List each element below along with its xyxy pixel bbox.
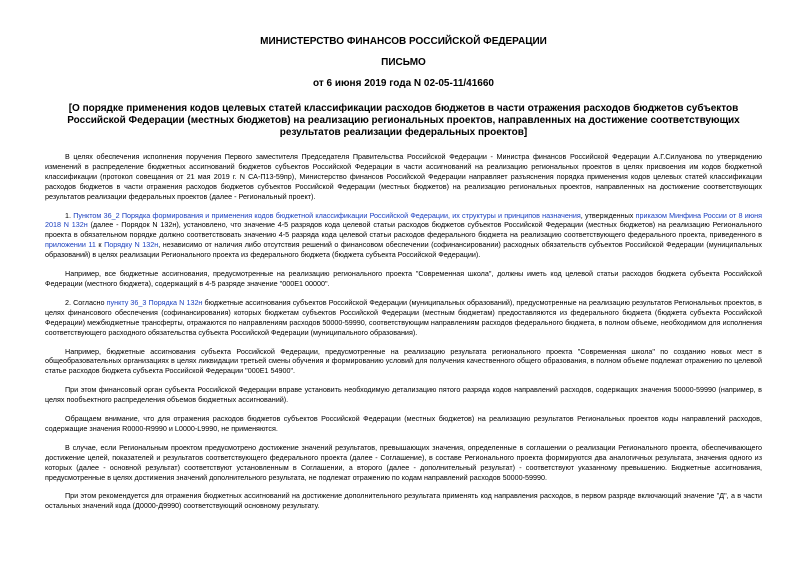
paragraph-recommend: При этом рекомендуется для отражения бюджетных ассигнований на достижение дополнительного результата применять код направления расходов, в первом разряде включающий значение "Д", а в части остальных значений кода (Д0000-Д9990) соответствующий основному результату. bbox=[45, 491, 762, 511]
text-segment: бюджетные ассигнования субъектов Российской Федерации (муниципальных образований), предусмотренные на реализацию результатов Региональных проектов, в целях финансового обеспечения (софинансирования) которых бюджетам субъектов Российской Федерации (местным бюджетам) предоставляются из федерального бюджета (бюджета субъекта Российской Федерации) межбюджетные трансферты, отражаются по направлениям расходов 50000-59990, соответствующим направлениям расходов федерального бюджета, в полном объеме, необходимом для исполнения соответствующего расходного обязательства субъекта Российской Федерации (муниципального образования). bbox=[45, 297, 762, 337]
link-punkt-36-3[interactable]: пункту 36_3 Порядка N 132н bbox=[106, 297, 203, 307]
paragraph-example-1: Например, все бюджетные ассигнования, предусмотренные на реализацию регионального проекта "Современная школа", должны иметь код целевой статьи расходов бюджета субъекта Российской Федерации (местного бюджета), содержащий в 4-5 разряде значение "000Е1 00000". bbox=[45, 269, 762, 288]
paragraph-example-2: Например, бюджетные ассигнования субъекта Российской Федерации, предусмотренные на реализацию результата регионального проекта "Современная школа" по созданию новых мест в общеобразовательных организациях в целях ликвидации третьей смены обучения и формированию условий для получения качественного общего образования, в полном объеме подлежат отражению по целевой статье расходов бюджета субъекта Российской Федерации "000Е1 54900". bbox=[45, 346, 762, 376]
document-body bbox=[45, 152, 762, 520]
text-segment: , независимо от наличия либо отсутствия решений о финансовом обеспечении (софинансировании) расходных обязательств субъектов Российской Федерации (муниципальных образований) в целях реализации Регионального проекта из федерального бюджета (бюджета субъекта Российской Федерации). bbox=[45, 240, 762, 260]
text-segment: к bbox=[98, 240, 102, 250]
ministry-heading: МИНИСТЕРСТВО ФИНАНСОВ РОССИЙСКОЙ ФЕДЕРАЦИИ bbox=[260, 36, 547, 47]
paragraph-notice: Обращаем внимание, что для отражения расходов бюджетов субъектов Российской Федерации (местных бюджетов) на реализацию результатов Региональных проектов коды направлений расходов, содержащие значения R0000-R9990 и L0000-L9990, не применяются. bbox=[45, 414, 762, 433]
link-prikaz-132n[interactable]: приказом Минфина России от 8 июня 2018 N 132н bbox=[45, 210, 763, 230]
paragraph-intro: В целях обеспечения исполнения поручения Первого заместителя Председателя Правительства Российской Федерации - Министра финансов Российской Федерации А.Г.Силуанова по утверждению изменений в распределение бюджетных ассигнований бюджетов субъектов Российской Федерации в части ассигнований на реализацию региональных проектов в целях присвоения им кодов бюджетной классификации (протокол совещания от 21 мая 2019 г. N СА-П13-59пр), Министерство финансов Российской Федерации направляет разъяснения порядка применения кодов целевых статей классификации расходов бюджетов в части отражения расходов бюджетов субъектов Российской Федерации (местных бюджетов) на реализацию региональных проектов, направленных на достижение соответствующих результатов реализации федеральных проектов (далее - Региональный проект). bbox=[45, 152, 762, 201]
doc-type-heading: ПИСЬМО bbox=[381, 57, 426, 68]
text-segment: , утвержденных bbox=[580, 210, 634, 220]
text-segment: 2. Согласно bbox=[65, 297, 105, 307]
text-segment: (далее - Порядок N 132н), установлено, что значение 4-5 разрядов кода целевой статьи расходов бюджетов субъектов Российской Федерации (местных бюджетов) на реализацию Регионального проекта в обязательном порядке должно соответствовать значению 4-5 разряда кода целевой статьи расходов федерального бюджета на реализацию соответствующего федерального проекта, приведенного в bbox=[45, 220, 762, 240]
link-punkt-36-2[interactable]: Пунктом 36_2 Порядка формирования и применения кодов бюджетной классификации Российской Федерации, их структуры и принципов назначения bbox=[73, 210, 581, 220]
link-prilozhenie-11[interactable]: приложении 11 bbox=[45, 240, 96, 250]
paragraph-additional: В случае, если Региональным проектом предусмотрено достижение значений результатов, превышающих значения, определенные в соглашении о реализации Регионального проекта, обеспечивающего достижение целей, показателей и результатов соответствующего федерального проекта (далее - Соглашение), в составе Регионального проекта формируются два аналогичных результата, значения одного из которых (далее - основной результат) соответствуют установленным в Соглашении, а второго (далее - дополнительный результат) - соответствуют указанному превышению. Бюджетные ассигнования, предусмотренные в целях достижения значений дополнительного результата, не подлежат отражению по кодам направлений расходов 50000-59990. bbox=[45, 442, 762, 482]
date-number-heading: от 6 июня 2019 года N 02-05-11/41660 bbox=[312, 78, 494, 89]
paragraph-number: 1. bbox=[65, 210, 71, 220]
link-poryadok-132n[interactable]: Порядку N 132н bbox=[104, 240, 159, 250]
paragraph-2 bbox=[45, 298, 762, 338]
paragraph-detail: При этом финансовый орган субъекта Российской Федерации вправе установить необходимую детализацию пятого разряда кодов направлений расходов, содержащих значения 50000-59990 (например, в целях пообъектного распределения объемов бюджетных ассигнований). bbox=[45, 385, 762, 405]
document-title: [О порядке применения кодов целевых статей классификации расходов бюджетов в части отражения расходов бюджетов субъектов Российской Федерации (местных бюджетов) на реализацию региональных проектов, направленных на достижение соответствующих результатов реализации федеральных проектов] bbox=[67, 103, 740, 138]
paragraph-1 bbox=[45, 211, 762, 261]
